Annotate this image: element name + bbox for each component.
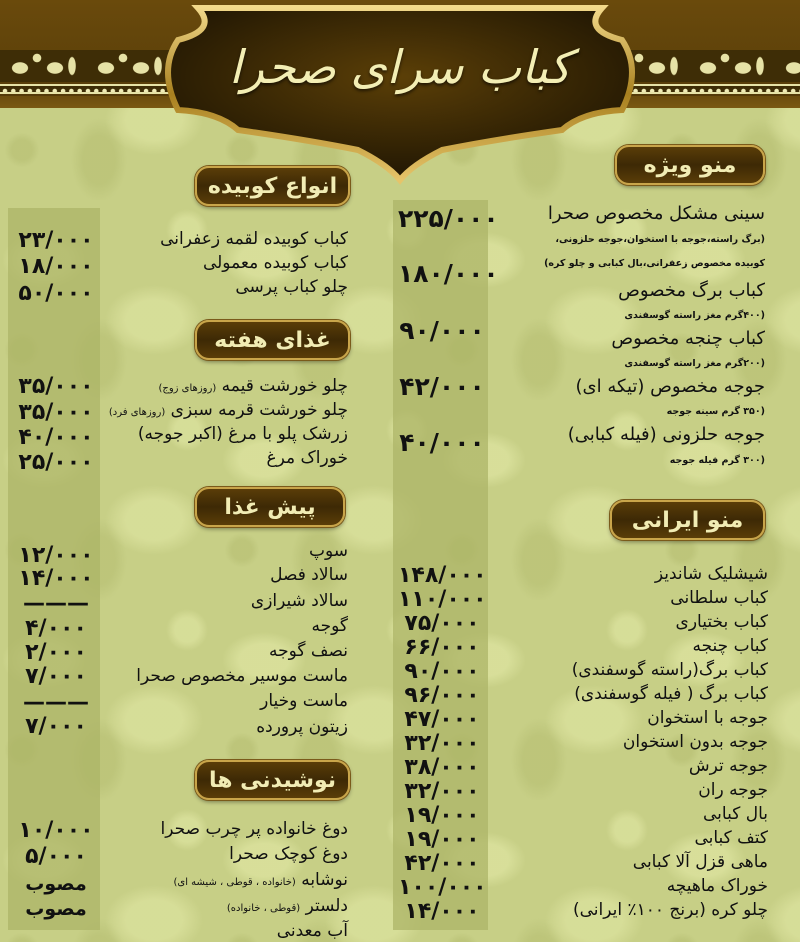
menu-price: ۶۶/۰۰۰ [404,635,480,660]
menu-price: ۱۸/۰۰۰ [18,254,94,279]
menu-item: دوغ خانواده پر چرب صحرا [160,819,348,839]
menu-price: ۱۹/۰۰۰ [404,827,480,852]
menu-item: کباب کوبیده معمولی [202,253,348,273]
menu-item: جوجه مخصوص (تیکه ای) [575,376,765,397]
menu-price: ۹۰/۰۰۰ [404,659,480,684]
menu-item-desc: کوبیده مخصوص زعفرانی،بال کبابی و چلو کره) [544,258,765,269]
menu-item: دوغ کوچک صحرا [229,844,348,864]
heading-weekly-food: غذای هفته [195,320,350,360]
menu-price: ۲۵/۰۰۰ [18,450,94,475]
menu-item-note: (روزهای فرد) [108,407,166,418]
menu-price: ۴۰/۰۰۰ [399,428,485,457]
menu-item: کباب بختیاری [675,612,768,632]
menu-item: سوپ [308,541,348,561]
menu-price: ۳۲/۰۰۰ [404,779,480,804]
menu-price: مصوب [25,873,87,895]
menu-item-label: چلو خورشت قرمه سبزی [170,400,348,420]
menu-price: ۱۰۰/۰۰۰ [398,875,487,900]
menu-item: کتف کبابی [694,828,768,848]
menu-item: آب معدنی [276,921,348,941]
menu-item: کباب برگ مخصوص [618,280,765,301]
menu-item: جوجه حلزونی (فیله کبابی) [567,424,765,445]
menu-price: ۹۰/۰۰۰ [399,316,485,345]
menu-item: نصف گوجه [269,641,348,661]
menu-item-desc: (۲۰۰گرم مغز راسته گوسفندی [624,358,765,369]
menu-price: ۹۶/۰۰۰ [404,683,480,708]
menu-item [227,895,348,920]
menu-price: ۱۴۸/۰۰۰ [398,563,487,588]
menu-item-label: چلو خورشت قیمه [221,376,348,396]
menu-item: جوجه بدون استخوان [622,732,768,752]
menu-price: ۱۸۰/۰۰۰ [398,259,499,288]
menu-item-desc: (برگ راسته،جوجه با استخوان،جوجه حلزونی، [555,234,765,245]
menu-item-note: (خانواده ، قوطی ، شیشه ای) [173,877,296,888]
menu-item: زیتون پرورده [256,717,348,737]
menu-item: سالاد فصل [270,565,348,585]
menu-price: مصوب [25,898,87,920]
menu-item: خوراک مرغ [266,448,348,468]
menu-item: ماهی قزل آلا کبابی [632,852,768,872]
heading-appetizers: پیش غذا [195,487,345,527]
heading-drinks: نوشیدنی ها [195,760,350,800]
menu-item: بال کبابی [703,804,768,824]
menu-price: ۲۲۵/۰۰۰ [398,204,499,233]
menu-item: چلو کباب پرسی [235,277,348,297]
menu-price: ۴۰/۰۰۰ [18,425,94,450]
title-plaque [158,0,642,180]
menu-item: خوراک ماهیچه [666,876,768,896]
menu-price: ۴۷/۰۰۰ [404,707,480,732]
menu-price: ——— [23,591,89,616]
menu-item-note: (روزهای زوج) [158,383,217,394]
heading-iranian-menu: منو ایرانی [610,500,765,540]
menu-price: ۱۴/۰۰۰ [18,566,94,591]
menu-price: ۳۵/۰۰۰ [18,374,94,399]
menu-item: چلو کره (برنج ۱۰۰٪ ایرانی) [572,900,768,920]
restaurant-title: کباب سرای صحرا [229,40,571,94]
heading-koobideh: انواع کوبیده [195,166,350,206]
menu-price: ۵۰/۰۰۰ [18,281,94,306]
menu-item: ماست وخیار [260,691,348,711]
menu-item-label: دلستر [305,896,348,916]
menu-price: ۳۸/۰۰۰ [404,755,480,780]
menu-item [158,375,348,400]
menu-price: ۳۲/۰۰۰ [404,731,480,756]
menu-item: کباب برگ(راسته گوسفندی) [571,660,768,680]
menu-price: ۲۳/۰۰۰ [18,228,94,253]
menu-item: کباب چنجه مخصوص [611,328,765,349]
menu-item: زرشک پلو با مرغ (اکبر جوجه) [137,424,348,444]
menu-price: ۱۴/۰۰۰ [404,899,480,924]
menu-item: کباب چنجه [692,636,768,656]
menu-item: سالاد شیرازی [250,591,348,611]
menu-item [173,869,348,894]
menu-price: ۷۵/۰۰۰ [404,611,480,636]
menu-item: جوجه ترش [688,756,768,776]
menu-item [109,399,348,424]
menu-price: ۷/۰۰۰ [25,664,87,689]
menu-item-note: (قوطی ، خانواده) [226,903,301,914]
menu-item: جوجه با استخوان [647,708,768,728]
menu-item: کباب کوبیده لقمه زعفرانی [160,229,348,249]
menu-price: ۱۹/۰۰۰ [404,803,480,828]
menu-price: ۲/۰۰۰ [25,640,87,665]
heading-special-menu: منو ویژه [615,145,765,185]
menu-price: ۷/۰۰۰ [25,714,87,739]
menu-price: ۱۱۰/۰۰۰ [398,587,487,612]
menu-price: ۱۰/۰۰۰ [18,818,94,843]
menu-price: ۱۲/۰۰۰ [18,543,94,568]
menu-item: کباب سلطانی [670,588,768,608]
menu-price: ۴/۰۰۰ [25,616,87,641]
menu-price: ۴۲/۰۰۰ [399,372,485,401]
menu-price: ۴۲/۰۰۰ [404,851,480,876]
menu-item: ماست موسیر مخصوص صحرا [136,666,348,686]
menu-item: کباب برگ ( فیله گوسفندی) [574,684,768,704]
menu-item-desc: (۳۰۰ گرم فیله جوجه [669,455,765,466]
menu-item-desc: (۳۵۰ گرم سینه جوجه [666,406,765,417]
menu-item-desc: (۴۰۰گرم مغز راسته گوسفندی [624,310,765,321]
menu-item: جوجه ران [698,780,768,800]
menu-price: ۵/۰۰۰ [25,844,87,869]
menu-item: گوجه [311,616,348,636]
menu-item: سینی مشکل مخصوص صحرا [547,203,765,224]
menu-item: شیشلیک شاندیز [654,564,768,584]
menu-item-label: نوشابه [301,870,348,890]
menu-price: ۳۵/۰۰۰ [18,400,94,425]
menu-price: ——— [23,690,89,715]
